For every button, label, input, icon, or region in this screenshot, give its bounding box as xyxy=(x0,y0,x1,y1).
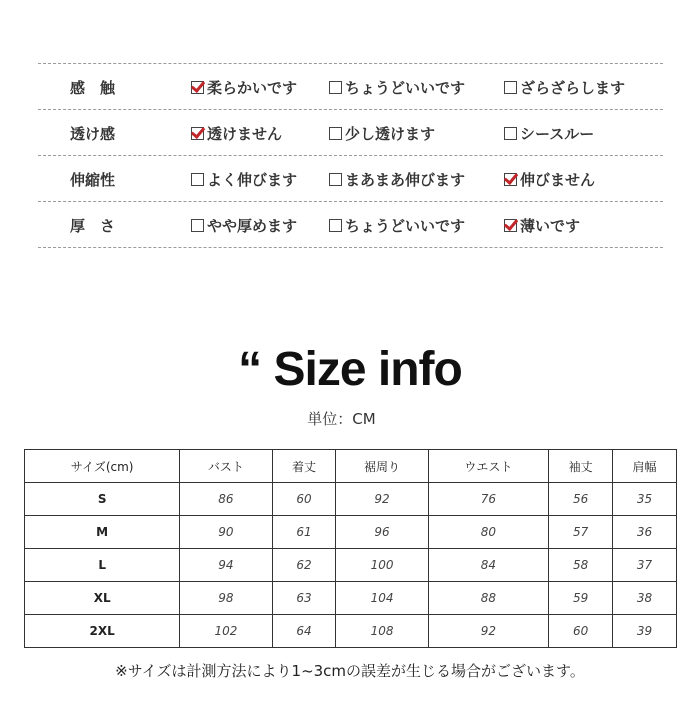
checkbox-icon[interactable] xyxy=(191,219,204,232)
size-cell: M xyxy=(25,516,180,549)
value-cell: 60 xyxy=(549,615,613,648)
checkbox-icon[interactable] xyxy=(329,219,342,232)
value-cell: 96 xyxy=(336,516,428,549)
option[interactable]: 透けません xyxy=(191,123,282,144)
measurement-note: ※サイズは計測方法により1~3cmの誤差が生じる場合がございます。 xyxy=(115,662,585,680)
value-cell: 38 xyxy=(613,582,677,615)
option[interactable]: よく伸びます xyxy=(191,169,297,190)
option[interactable]: まあまあ伸びます xyxy=(329,169,465,190)
option[interactable]: ちょうどいいです xyxy=(329,77,465,98)
option[interactable]: シースルー xyxy=(504,123,594,144)
value-cell: 98 xyxy=(180,582,272,615)
column-header: サイズ(cm) xyxy=(25,450,180,483)
value-cell: 92 xyxy=(428,615,549,648)
value-cell: 100 xyxy=(336,549,428,582)
size-info-title: “ Size info xyxy=(238,343,462,396)
table-row xyxy=(25,549,677,582)
option[interactable]: 柔らかいです xyxy=(191,77,297,98)
option[interactable]: ざらざらします xyxy=(504,77,625,98)
attribute-row xyxy=(38,109,663,155)
value-cell: 39 xyxy=(613,615,677,648)
value-cell: 63 xyxy=(272,582,336,615)
value-cell: 64 xyxy=(272,615,336,648)
value-cell: 37 xyxy=(613,549,677,582)
attribute-label: 感 触 xyxy=(70,79,116,97)
value-cell: 36 xyxy=(613,516,677,549)
option[interactable]: 薄いです xyxy=(504,215,580,236)
option[interactable]: 伸びません xyxy=(504,169,595,190)
checkbox-icon[interactable] xyxy=(504,81,517,94)
column-header: 着丈 xyxy=(272,450,336,483)
attribute-label: 伸縮性 xyxy=(70,171,116,189)
checkbox-checked-icon[interactable] xyxy=(191,81,204,94)
attribute-row xyxy=(38,155,663,201)
table-row xyxy=(25,582,677,615)
value-cell: 35 xyxy=(613,483,677,516)
option[interactable]: 少し透けます xyxy=(329,123,435,144)
checkbox-checked-icon[interactable] xyxy=(504,173,517,186)
size-table-header-row xyxy=(25,450,677,483)
value-cell: 61 xyxy=(272,516,336,549)
attribute-label: 透け感 xyxy=(70,125,116,143)
column-header: ウエスト xyxy=(428,450,549,483)
value-cell: 59 xyxy=(549,582,613,615)
unit-label: 単位：CM xyxy=(307,410,376,428)
size-table xyxy=(24,449,677,648)
value-cell: 102 xyxy=(180,615,272,648)
value-cell: 57 xyxy=(549,516,613,549)
checkbox-checked-icon[interactable] xyxy=(191,127,204,140)
value-cell: 108 xyxy=(336,615,428,648)
value-cell: 90 xyxy=(180,516,272,549)
column-header: 袖丈 xyxy=(549,450,613,483)
table-row xyxy=(25,516,677,549)
value-cell: 92 xyxy=(336,483,428,516)
table-row xyxy=(25,483,677,516)
size-cell: L xyxy=(25,549,180,582)
value-cell: 60 xyxy=(272,483,336,516)
option[interactable]: ちょうどいいです xyxy=(329,215,465,236)
value-cell: 84 xyxy=(428,549,549,582)
column-header: バスト xyxy=(180,450,272,483)
checkbox-icon[interactable] xyxy=(329,81,342,94)
size-cell: S xyxy=(25,483,180,516)
value-cell: 104 xyxy=(336,582,428,615)
checkbox-icon[interactable] xyxy=(504,127,517,140)
value-cell: 56 xyxy=(549,483,613,516)
attribute-table xyxy=(38,63,663,248)
value-cell: 88 xyxy=(428,582,549,615)
column-header: 裾周り xyxy=(336,450,428,483)
value-cell: 76 xyxy=(428,483,549,516)
table-row xyxy=(25,615,677,648)
column-header: 肩幅 xyxy=(613,450,677,483)
attribute-label: 厚 さ xyxy=(70,217,116,235)
value-cell: 80 xyxy=(428,516,549,549)
value-cell: 62 xyxy=(272,549,336,582)
value-cell: 94 xyxy=(180,549,272,582)
attribute-row xyxy=(38,63,663,109)
checkbox-icon[interactable] xyxy=(329,173,342,186)
size-cell: 2XL xyxy=(25,615,180,648)
option[interactable]: やや厚めます xyxy=(191,215,297,236)
attribute-row xyxy=(38,201,663,248)
value-cell: 86 xyxy=(180,483,272,516)
size-cell: XL xyxy=(25,582,180,615)
checkbox-icon[interactable] xyxy=(329,127,342,140)
checkbox-icon[interactable] xyxy=(191,173,204,186)
checkbox-checked-icon[interactable] xyxy=(504,219,517,232)
value-cell: 58 xyxy=(549,549,613,582)
